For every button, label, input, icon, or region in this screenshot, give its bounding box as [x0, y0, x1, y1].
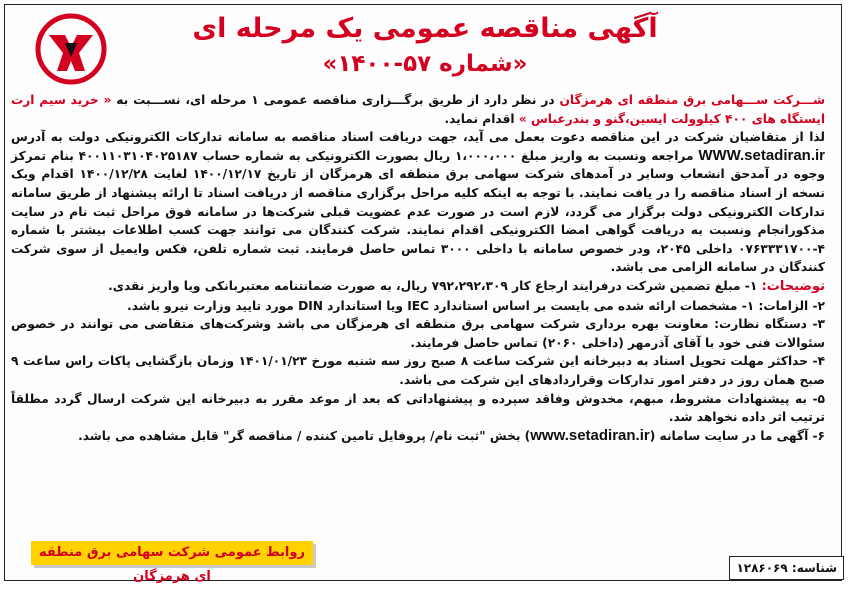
main-paragraph-b: مراجعه ونسبت به واریز مبلغ ۱،۰۰۰،۰۰۰ ریال بصورت الکترونیکی به شماره حساب ۴۰۰۱۱۰۳۱۰۴۰۲۵۱۸۷ بنام تمرکز وجوه در آمدحق انشعاب وسایر در آمدهای شرکت سهامی برق منطقه ای هرمزگان از تاریخ ۱۴۰۰/۱۲/۱۷ لغایت ۱۴۰۰/۱۲/۲۸ اقدام ویک نسخه از اسناد مناقصه را در یافت نمایند. با توجه به اینکه کلیه مراحل برگزاری مناقصه از دریافت اسناد تا ارائه پیشنهاد از طریق سامانه تدارکات الکترونیکی دولت برگزار می گردد، لازم است در صورت عدم عضویت قبلی شرکت‌ها در سامانه فوق مراحل ثبت نام در سایت مذکورانجام ونسبت به دریافت گواهی امضا الکترونیکی اقدام نمایند. شرکت کنندگان می توانند جهت کسب اطلاعات بیشتر با شماره ۴-۰۷۶۳۳۳۱۷۰۰ داخلی ۲۰۴۵، ودر خصوص سامانه با داخلی ۳۰۰۰ تماس حاصل فرمایند. ثبت شماره تلفن، فکس وایمیل از سوی شرکت کنندگان در سامانه الزامی می باشد. [11, 148, 825, 275]
note-2: ۲- الزامات: ۱- مشخصات ارائه شده می بایست بر اساس استاندارد IEC ویا استاندارد DIN مورد تایید وزارت نیرو باشد. [127, 298, 825, 313]
note-5: ۵- به پیشنهادات مشروط، مبهم، مخدوش وفاقد سپرده و پیشنهاداتی که بعد از موعد مقرر به دبیرخانه این شرکت ارسال گردد مطلقاً ترتیب اثر داده نخواهد شد. [11, 391, 825, 425]
note-6 [11, 427, 825, 446]
note-1-text: ۱- مبلغ تضمین شرکت درفرایند ارجاع کار ۷۹۲،۲۹۲،۳۰۹ ریال، به صورت ضمانتنامه معتبربانکی ویا واریز نقدی. [108, 278, 758, 293]
note-1 [11, 277, 825, 297]
hormozgan-electricity-logo-icon [35, 13, 107, 85]
note-6-b: ) بخش "ثبت نام/ پروفایل تامین کننده / مناقصه گر" قابل مشاهده می باشد. [78, 428, 531, 443]
main-paragraph-a: لذا از متقاضیان شرکت در این مناقصه دعوت بعمل می آید، جهت دریافت اسناد مناقصه به سامانه تدارکات الکترونیکی دولت به آدرس [11, 130, 825, 145]
id-label: شناسه: [791, 561, 837, 575]
tender-number: «شماره ۵۷-۱۴۰۰» [322, 51, 528, 77]
id-value: ۱۲۸۶۰۶۹ [736, 561, 788, 575]
note-3: ۳- دستگاه نظارت: معاونت بهره برداری شرکت سهامی برق منطقه ای هرمزگان می باشد وشرکت‌های متقاضی می توانند در خصوص سئوالات فنی خود با آقای آذرمهر (داخلی ۲۰۶۰) تماس حاصل فرمایند. [11, 317, 825, 350]
notes-label: توضیحات: [761, 278, 825, 294]
tender-subject: « خرید سیم ارت ایستگاه های ۴۰۰ کیلوولت ایسین،گنو و بندرعباس » [11, 93, 825, 126]
title-block [125, 11, 725, 79]
advertisement-frame [4, 4, 842, 584]
company-name: شـــرکت ســـهامی برق منطقه ای هرمزگان [559, 93, 826, 107]
intro-end: اقدام نماید. [444, 111, 515, 126]
page-title: آگهی مناقصه عمومی یک مرحله ای [192, 13, 658, 44]
intro-text: در نظر دارد از طریق برگـــزاری مناقصه عمومی ۱ مرحله ای، نســـبت به [116, 93, 560, 107]
note-4: ۴- حداکثر مهلت تحویل اسناد به دبیرخانه این شرکت ساعت ۸ صبح روز سه شنبه مورخ ۱۴۰۱/۰۱/۲۳ وزمان بازگشایی پاکات راس ساعت ۹ صبح همان روز در دفتر امور تدارکات وقراردادهای این شرکت می باشد. [11, 354, 826, 387]
main-paragraph [11, 128, 825, 277]
intro-paragraph [11, 91, 825, 128]
note-6-a: ۶- آگهی ما در سایت سامانه ( [649, 428, 825, 443]
ad-id-badge [729, 556, 844, 580]
publisher-badge: روابط عمومی شرکت سهامی برق منطقه ای هرمزگان [31, 541, 313, 565]
note-6-website-link[interactable]: www.setadiran.ir [530, 426, 650, 444]
website-link[interactable]: WWW.setadiran.ir [698, 146, 826, 164]
advertisement-body [11, 91, 825, 445]
